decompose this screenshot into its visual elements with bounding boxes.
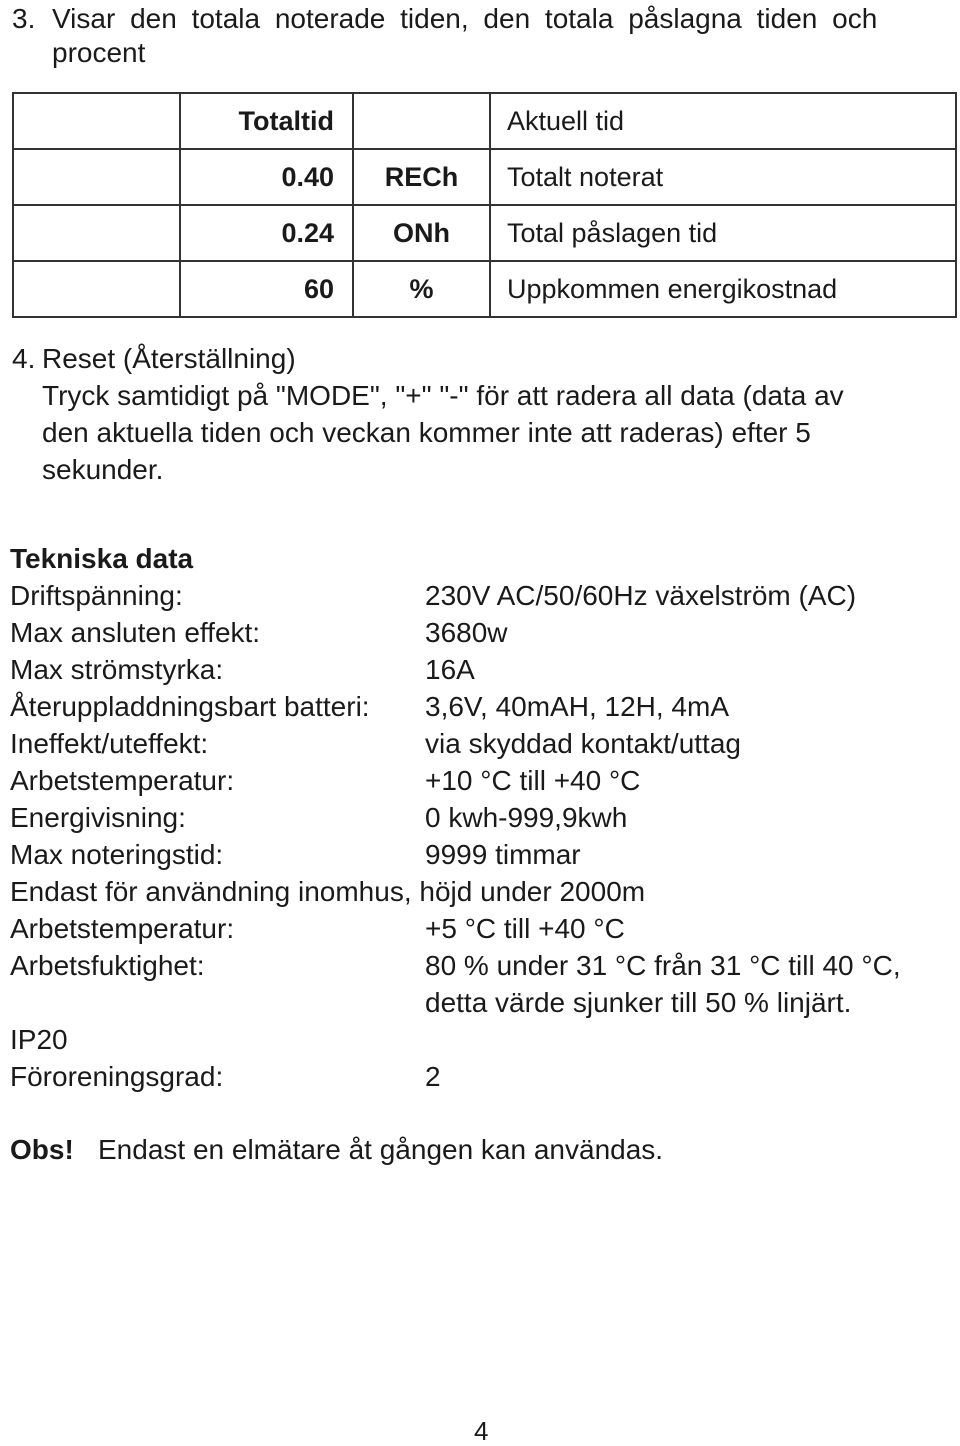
spec-label-max-power: Max ansluten effekt: xyxy=(10,617,261,648)
table-cell-value: 60 xyxy=(180,261,353,317)
table-cell-description: Totalt noterat xyxy=(490,149,956,205)
table-cell-unit: ONh xyxy=(353,205,490,261)
section-4-number: 4. xyxy=(12,343,36,374)
spec-value-humidity: 80 % under 31 °C från 31 °C till 40 °C, xyxy=(425,950,901,981)
spec-value-energy-display: 0 kwh-999,9kwh xyxy=(425,802,628,833)
spec-label-operating-temperature: Arbetstemperatur: xyxy=(10,765,235,796)
table-cell-description: Total påslagen tid xyxy=(490,205,956,261)
spec-value-battery: 3,6V, 40mAH, 12H, 4mA xyxy=(425,691,730,722)
table-cell-empty xyxy=(13,205,180,261)
table-row xyxy=(13,205,956,261)
section-3-text-line2: procent xyxy=(52,37,146,68)
spec-value-max-power: 3680w xyxy=(425,617,508,648)
spec-value-input-output: via skyddad kontakt/uttag xyxy=(425,728,741,759)
table-cell-description: Aktuell tid xyxy=(490,93,956,149)
spec-label-humidity: Arbetsfuktighet: xyxy=(10,950,205,981)
spec-value-pollution-degree: 2 xyxy=(425,1061,441,1092)
note-text: Endast en elmätare åt gången kan användas. xyxy=(98,1134,664,1165)
indoor-use-note: Endast för användning inomhus, höjd under 2000m xyxy=(10,876,646,907)
table-row xyxy=(13,261,956,317)
spec-value-humidity-continued: detta värde sjunker till 50 % linjärt. xyxy=(425,987,852,1018)
section-4-text-line4: sekunder. xyxy=(42,454,164,485)
section-4-heading: Reset (Återställning) xyxy=(42,343,296,374)
display-modes-table xyxy=(12,92,957,318)
spec-label-max-current: Max strömstyrka: xyxy=(10,654,224,685)
spec-label-max-recording-time: Max noteringstid: xyxy=(10,839,224,870)
table-cell-empty xyxy=(13,149,180,205)
spec-value-operating-voltage: 230V AC/50/60Hz växelström (AC) xyxy=(425,580,857,611)
spec-label-pollution-degree: Föroreningsgrad: xyxy=(10,1061,224,1092)
table-row xyxy=(13,93,956,149)
section-4-text-line2: Tryck samtidigt på "MODE", "+" "-" för att radera all data (data av xyxy=(42,380,844,411)
spec-label-battery: Återuppladdningsbart batteri: xyxy=(10,691,370,722)
table-cell-empty xyxy=(13,93,180,149)
note-label: Obs! xyxy=(10,1134,74,1165)
table-cell-value: 0.40 xyxy=(180,149,353,205)
table-cell-unit: RECh xyxy=(353,149,490,205)
spec-value-operating-temperature-2: +5 °C till +40 °C xyxy=(425,913,625,944)
table-cell-unit: % xyxy=(353,261,490,317)
table-cell-value: 0.24 xyxy=(180,205,353,261)
table-cell-empty xyxy=(13,261,180,317)
page-number: 4 xyxy=(474,1416,489,1446)
spec-value-max-current: 16A xyxy=(425,654,475,685)
table-row xyxy=(13,149,956,205)
tech-data-title: Tekniska data xyxy=(10,543,194,574)
section-3-number: 3. xyxy=(12,3,36,34)
spec-label-operating-temperature-2: Arbetstemperatur: xyxy=(10,913,235,944)
spec-label-operating-voltage: Driftspänning: xyxy=(10,580,183,611)
section-3-text-line1: Visar den totala noterade tiden, den totala påslagna tiden och xyxy=(52,3,878,34)
table-cell-value: Totaltid xyxy=(180,93,353,149)
spec-label-energy-display: Energivisning: xyxy=(10,802,186,833)
table-cell-unit xyxy=(353,93,490,149)
spec-label-input-output: Ineffekt/uteffekt: xyxy=(10,728,209,759)
spec-value-max-recording-time: 9999 timmar xyxy=(425,839,581,870)
section-4-text-line3: den aktuella tiden och veckan kommer inte att raderas) efter 5 xyxy=(42,417,811,448)
spec-value-operating-temperature: +10 °C till +40 °C xyxy=(425,765,641,796)
ip-rating: IP20 xyxy=(10,1024,68,1055)
table-cell-description: Uppkommen energikostnad xyxy=(490,261,956,317)
